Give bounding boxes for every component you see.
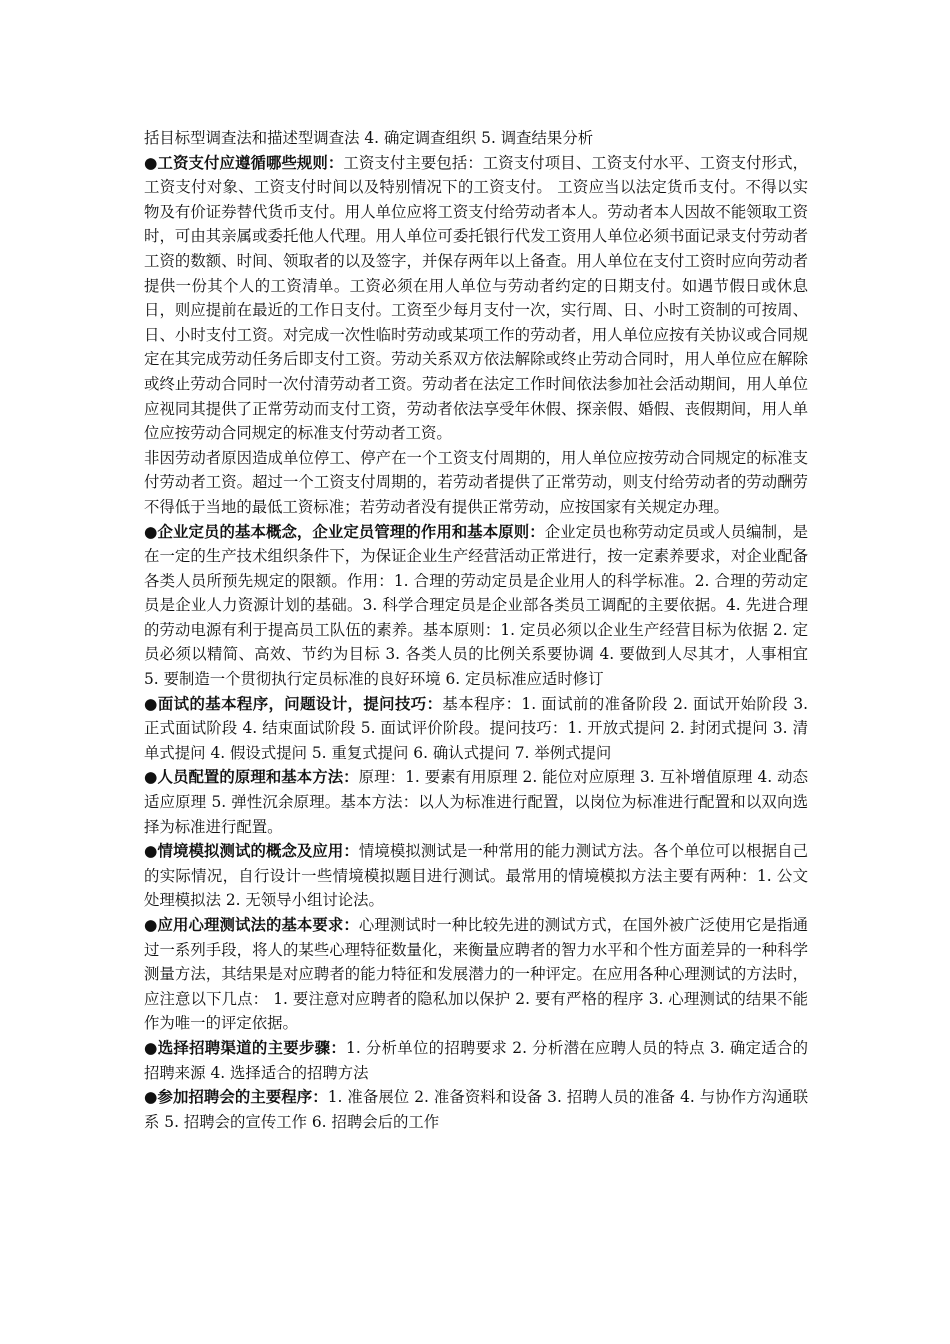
document-page (144, 126, 808, 1134)
section-body: 1. 分析单位的招聘要求 2. 分析潜在应聘人员的特点 3. 确定适合的招聘来源 4. 选择适合的招聘方法 (144, 1038, 808, 1082)
section-body: 心理测试时一种比较先进的测试方式，在国外被广泛使用它是指通过一系列手段，将人的某些心理特征数量化，来衡量应聘者的智力水平和个性方面差异的一种科学测量方法，其结果是对应聘者的能力特征和发展潜力的一种评定。在应用各种心理测试的方法时，应注意以下几点： 1. 要注意对应聘者的隐私加以保护 2. 要有严格的程序 3. 心理测试的结果不能作为唯一的评定依据。 (144, 916, 808, 1033)
section-heading: 情境模拟测试的概念及应用： (157, 842, 359, 861)
bullet-icon: ● (144, 694, 158, 713)
section-heading: 企业定员的基本概念，企业定员管理的作用和基本原则： (157, 522, 545, 541)
bullet-icon: ● (144, 1038, 158, 1057)
section-body: 原理：1. 要素有用原理 2. 能位对应原理 3. 互补增值原理 4. 动态适应原理 5. 弹性沉余原理。基本方法：以人为标准进行配置，以岗位为标准进行配置和以双向选择为标准进行配置。 (144, 768, 808, 836)
section-body: 基本程序：1. 面试前的准备阶段 2. 面试开始阶段 3. 正式面试阶段 4. 结束面试阶段 5. 面试评价阶段。提问技巧：1. 开放式提问 2. 封闭式提问 3. 清单式提问 4. 假设式提问 5. 重复式提问 6. 确认式提问 7. 举例式提问 (144, 694, 809, 762)
section-staff-allocation (144, 765, 808, 839)
bullet-icon: ● (144, 1088, 158, 1107)
section-job-fair-procedure (144, 1085, 808, 1134)
section-heading: 工资支付应遵循哪些规则： (157, 153, 344, 172)
bullet-icon: ● (144, 522, 158, 541)
section-body: 企业定员也称劳动定员或人员编制，是在一定的生产技术组织条件下，为保证企业生产经营活动正常进行，按一定素养要求，对企业配备各类人员所预先规定的限额。作用：1. 合理的劳动定员是企业用人的科学标准。2. 合理的劳动定员是企业人力资源计划的基础。3. 科学合理定员是企业部各类员工调配的主要依据。4. 先进合理的劳动电源有利于提高员工队伍的素养。基本原则：1. 定员必须以企业生产经营目标为依据 2. 定员必须以精简、高效、节约为目标 3. 各类人员的比例关系要协调 4. 要做到人尽其才，人事相宜 5. 要制造一个贯彻执行定员标准的良好环境 6. 定员标准应适时修订 (144, 522, 808, 689)
section-body: 1. 准备展位 2. 准备资料和设备 3. 招聘人员的准备 4. 与协作方沟通联系 5. 招聘会的宣传工作 6. 招聘会后的工作 (144, 1088, 808, 1131)
intro-fragment: 括目标型调查法和描述型调查法 4. 确定调查组织 5. 调查结果分析 (144, 129, 594, 147)
bullet-icon: ● (144, 842, 158, 861)
section-heading: 面试的基本程序，问题设计，提问技巧： (157, 694, 443, 713)
section-body: 工资支付主要包括：工资支付项目、工资支付水平、工资支付形式，工资支付对象、工资支付时间以及特别情况下的工资支付。 工资应当以法定货币支付。不得以实物及有价证券替代货币支付。用人单位应将工资支付给劳动者本人。劳动者本人因故不能领取工资时，可由其亲属或委托他人代理。用人单位可委托银行代发工资用人单位必须书面记录支付劳动者工资的数额、时间、领取者的以及签字，并保存两年以上备查。用人单位在支付工资时应向劳动者提供一份其个人的工资清单。工资必须在用人单位与劳动者约定的日期支付。如遇节假日或休息日，则应提前在最近的工作日支付。工资至少每月支付一次，实行周、日、小时工资制的可按周、日、小时支付工资。对完成一次性临时劳动或某项工作的劳动者，用人单位应按有关协议或合同规定在其完成劳动任务后即支付工资。劳动关系双方依法解除或终止劳动合同时，用人单位应在解除或终止劳动合同时一次付清劳动者工资。劳动者在法定工作时间依法参加社会活动期间，用人单位应视同其提供了正常劳动而支付工资，劳动者依法享受年休假、探亲假、婚假、丧假期间，用人单位应按劳动合同规定的标准支付劳动者工资。 (144, 153, 808, 443)
section-psychological-test (144, 913, 808, 1036)
section-heading: 参加招聘会的主要程序： (157, 1088, 328, 1107)
section-wage-payment-rules (144, 151, 808, 446)
section-heading: 人员配置的原理和基本方法： (157, 768, 359, 787)
bullet-icon: ● (144, 768, 158, 787)
section-heading: 应用心理测试法的基本要求： (157, 916, 359, 934)
bullet-icon: ● (144, 153, 158, 172)
bullet-icon: ● (144, 916, 158, 934)
section-body: 情境模拟测试是一种常用的能力测试方法。各个单位可以根据自己的实际情况，自行设计一些情境模拟题目进行测试。最常用的情境模拟方法主要有两种：1. 公文处理模拟法 2. 无领导小组讨论法。 (144, 842, 808, 910)
section-wage-stoppage (144, 446, 808, 520)
section-staffing-quota (144, 520, 808, 692)
section-interview-procedure (144, 692, 808, 766)
section-body: 非因劳动者原因造成单位停工、停产在一个工资支付周期的，用人单位应按劳动合同规定的标准支付劳动者工资。超过一个工资支付周期的，若劳动者提供了正常劳动，则支付给劳动者的劳动酬劳不得低于当地的最低工资标准；若劳动者没有提供正常劳动，应按国家有关规定办理。 (144, 448, 808, 516)
section-heading: 选择招聘渠道的主要步骤： (157, 1038, 347, 1057)
section-situational-test (144, 839, 808, 913)
section-recruitment-channels (144, 1036, 808, 1085)
